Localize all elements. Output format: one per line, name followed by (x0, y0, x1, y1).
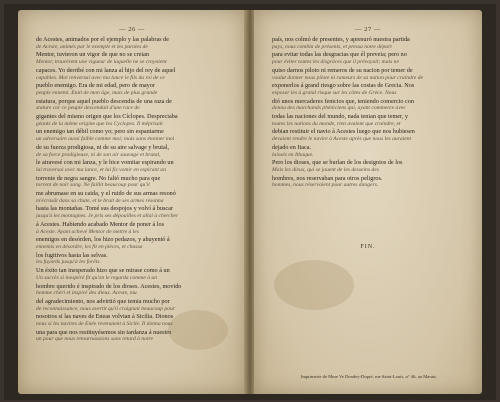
text-line: torrente de negra sangre. No faltó mucho para que (36, 174, 161, 182)
gloss-line: peuple ennemi. Était de mon âge, mais de plus grande (36, 89, 158, 96)
text-line: me abrumase en su caida, y el ruido de sus armas resonó (36, 190, 176, 198)
gloss-line: exposer les à grand risque sur les côtes de Grèce. Nous (272, 89, 397, 96)
text-line: gigantes del mismo origen que los Cíclopes. Despreciaba (36, 113, 178, 121)
gloss-line: les fuyards jusqu'à les forêts. (36, 259, 101, 266)
gloss-line: de Aceste, animés par le exemple et les paroles de (36, 43, 148, 50)
left-page (18, 10, 246, 394)
text-line: dió unos mercaderes fenicios que, teniendo comercio con (272, 97, 414, 105)
text-line: estatura, porque aquel pueblo descendia de una raza de (36, 97, 172, 105)
gloss-line: un pour que nous retournassions sans retard à notre (36, 336, 153, 343)
gloss-line: lui traversai avec ma lance, et lui fis vomir en expirant un (36, 166, 166, 173)
gloss-line: Un succès si inespéré fit qu'on le regarda comme à un (36, 274, 158, 281)
text-line: los fugitivos hasta las selvas. (36, 251, 108, 259)
gloss-line: voulut donner nous pilote ni rameurs de sa nation pour craindre de (272, 74, 423, 81)
gloss-line: à Aceste. Ayant achevé Mentor de mettre à les (36, 228, 139, 235)
text-line: le atravesé con mi lanza, y le hice vomitar espirando un (36, 159, 174, 167)
gloss-line: jusqu'à les montagnes. Je pris ses dépouilles et allai à chercher (36, 213, 179, 220)
left-page-text (36, 36, 228, 344)
gloss-line: Mais les dieux, qui se jouent de les desseins des (272, 166, 379, 173)
text-line: Un éxito tan inesperado hizo que se mirase como á un (36, 267, 170, 275)
text-line: dejado en Itaca. (272, 143, 311, 151)
text-line: pueblo enemigo. Era de mi edad, pero de mayor (36, 82, 155, 90)
text-line: debian restituir el navio á Acestes luego que nos hubiesen (272, 128, 415, 136)
gloss-line: laissés en Ithaque. (272, 151, 314, 158)
text-line: un enemigo tan débil como yo; pero sin espantarme (36, 128, 164, 136)
gloss-line: pour éviter toutes les disgrâces que il prévoyait; mais ne (272, 59, 399, 66)
gloss-line: torrent de noir sang. Ne faillit beaucoup pour qu'il (36, 182, 150, 189)
gloss-line: ennemis en désordre, les fit en pièces, et chassa (36, 243, 143, 250)
gloss-line: un adversaire aussi faible comme moi; mais sans étonner moi (36, 136, 175, 143)
page-number-right: — 27 — (355, 26, 381, 33)
gloss-line: homme chéri et inspiré des dieux. Aceste, mu (36, 290, 137, 297)
text-line: enemigos en desórden, los hizo pedazos, y ahuyentó á (36, 236, 170, 244)
text-line: nosotros si las naves de Eneas volvian á Sicilia. Dionos (36, 313, 174, 321)
page-number-left: — 26 — (119, 26, 145, 33)
text-line: Pero los dioses, que se burlan de los designios de los (272, 159, 403, 167)
printer-imprint: Imprimerie de Mme Ve Dondey-Dupré, rue Saint-Louis, n° 46, au Marais. (300, 374, 438, 379)
gloss-line: hommes, nous réservaient pour autres dangers. (272, 182, 379, 189)
text-line: hombres, nos reservaban para otros peligros. (272, 174, 383, 182)
gloss-line: devaient rendre le navire à Aceste après que nous les auraient (272, 136, 412, 143)
text-line: á Acestes. Habiendo acabado Mentor de poner á los (36, 220, 165, 228)
open-book (4, 4, 496, 400)
text-line: quiso darnos piloto ni remeros de su nacion por temer de (272, 66, 413, 74)
gloss-line: géants de la même origine que les Cyclopes. Il méprisait (36, 120, 163, 127)
gloss-line: de sa force prodigieuse, ni de son air sauvage et brutal, (36, 151, 161, 158)
text-line: capaces. Yo derribé con mi lanza al hijo del rey de aquel (36, 66, 176, 74)
gloss-line: Mentor, trouvèrent une vigueur de laquelle ne se croyaient (36, 59, 167, 66)
text-line: país, nos colmó de presentes, y apresuró nuestra partida (272, 36, 410, 43)
right-page (254, 10, 482, 394)
right-page-text (272, 36, 464, 190)
text-line: Mentor, tuvieron un vigor de que no se creian (36, 51, 149, 59)
gloss-line: nous si les navires de Énée revenaient à Sicile. Il donna nous (36, 321, 173, 328)
gloss-line: capables. Moi renversai avec ma lance le fils du roi de ce (36, 74, 165, 81)
end-mark: FIN. (360, 244, 376, 250)
text-line: una para que nos restituyésemos sin tardanza á nuestro (36, 328, 172, 336)
gloss-line: toutes les nations du monde, rien avaient que craindre, et (272, 120, 401, 127)
gloss-line: pays, nous combla de présents, et pressa notre départ (272, 43, 392, 50)
gloss-line: m'écrasât dans sa chute, et le bruit de ses armes résonna (36, 197, 164, 204)
text-line: hombre querido é inspirado de los dioses. Acestes, movido (36, 282, 182, 290)
text-line: del agradecimiento, nos advirtió que temia mucho por (36, 297, 170, 305)
text-line: exponerlos á grand riesgo sobre las costas de Grecia. Nos (272, 82, 415, 90)
text-line: de su fuerza prodigiosa, ni de su aire salvage y brutal, (36, 143, 169, 151)
text-line: hasta las montañas. Tomé sus despojos y volví á buscar (36, 205, 173, 213)
gloss-line: stature car ce peuple descendait d'une race de (36, 105, 140, 112)
text-line: para evitar todas las desgracias que él preveia; pero no (272, 51, 407, 59)
text-line: de Acestes, animados por el ejemplo y las palabras de (36, 36, 169, 43)
text-line: todas las naciones del mundo, nada tenian que temer, y (272, 113, 409, 121)
gloss-line: de reconnaissance, nous avertit qu'il craignait beaucoup pour (36, 305, 175, 312)
gloss-line: donna des marchands phéniciens qui, ayant commerce avec (272, 105, 406, 112)
